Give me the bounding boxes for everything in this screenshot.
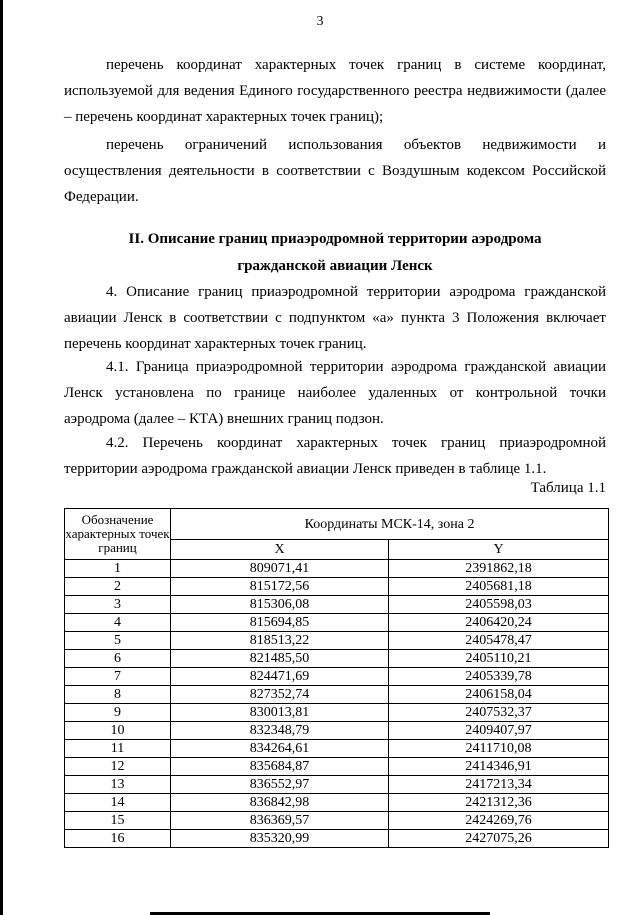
cell-point-number: 3 xyxy=(65,596,171,614)
cell-point-number: 10 xyxy=(65,722,171,740)
section-heading-line2: гражданской авиации Ленск xyxy=(237,258,433,274)
cell-point-number: 9 xyxy=(65,704,171,722)
cell-coordinate-x: 835320,99 xyxy=(171,830,389,848)
cell-coordinate-y: 2427075,26 xyxy=(389,830,609,848)
page-number: 3 xyxy=(316,14,324,29)
cell-coordinate-x: 834264,61 xyxy=(171,740,389,758)
cell-coordinate-x: 832348,79 xyxy=(171,722,389,740)
table-caption: Таблица 1.1 xyxy=(530,480,606,496)
table-row xyxy=(65,794,609,812)
cell-coordinate-x: 830013,81 xyxy=(171,704,389,722)
table-row xyxy=(65,812,609,830)
cell-point-number: 15 xyxy=(65,812,171,830)
cell-point-number: 4 xyxy=(65,614,171,632)
cell-coordinate-x: 836842,98 xyxy=(171,794,389,812)
cell-coordinate-y: 2405681,18 xyxy=(389,578,609,596)
cell-point-number: 2 xyxy=(65,578,171,596)
cell-coordinate-y: 2411710,08 xyxy=(389,740,609,758)
column-header-y: Y xyxy=(389,540,609,560)
cell-coordinate-x: 836552,97 xyxy=(171,776,389,794)
section-heading-line1: II. Описание границ приаэродромной территории аэродрома xyxy=(128,231,542,247)
cell-coordinate-y: 2409407,97 xyxy=(389,722,609,740)
cell-point-number: 12 xyxy=(65,758,171,776)
cell-coordinate-y: 2405598,03 xyxy=(389,596,609,614)
cell-coordinate-x: 835684,87 xyxy=(171,758,389,776)
cell-point-number: 7 xyxy=(65,668,171,686)
coordinates-table xyxy=(64,508,609,848)
table-row xyxy=(65,776,609,794)
table-row xyxy=(65,740,609,758)
cell-coordinate-y: 2406158,04 xyxy=(389,686,609,704)
table-row xyxy=(65,650,609,668)
paragraph-item-4-1: 4.1. Граница приаэродромной территории аэродрома гражданской авиации Ленск установлена по границе наиболее удаленных от контрольной точки аэродрома (далее – КТА) внешних границ подзон. xyxy=(64,359,606,427)
cell-coordinate-y: 2407532,37 xyxy=(389,704,609,722)
table-row xyxy=(65,668,609,686)
cell-coordinate-x: 815694,85 xyxy=(171,614,389,632)
table-row xyxy=(65,578,609,596)
table-row xyxy=(65,758,609,776)
paragraph-item-4: 4. Описание границ приаэродромной территории аэродрома гражданской авиации Ленск в соответствии с подпунктом «а» пункта 3 Положения включает перечень координат характерных точек границ. xyxy=(64,284,606,352)
cell-coordinate-y: 2391862,18 xyxy=(389,560,609,578)
table-row xyxy=(65,704,609,722)
paragraph-coordinates-list: перечень координат характерных точек границ в системе координат, используемой для ведения Единого государственного реестра недвижимости (далее – перечень координат характерных точек границ); xyxy=(64,57,606,125)
cell-point-number: 5 xyxy=(65,632,171,650)
table-row xyxy=(65,722,609,740)
cell-coordinate-x: 836369,57 xyxy=(171,812,389,830)
cell-point-number: 13 xyxy=(65,776,171,794)
table-row xyxy=(65,596,609,614)
cell-point-number: 14 xyxy=(65,794,171,812)
cell-point-number: 8 xyxy=(65,686,171,704)
cell-point-number: 11 xyxy=(65,740,171,758)
cell-point-number: 6 xyxy=(65,650,171,668)
cell-coordinate-x: 821485,50 xyxy=(171,650,389,668)
table-row xyxy=(65,632,609,650)
cell-coordinate-y: 2424269,76 xyxy=(389,812,609,830)
cell-point-number: 16 xyxy=(65,830,171,848)
scan-edge-left xyxy=(0,0,3,915)
cell-coordinate-y: 2405110,21 xyxy=(389,650,609,668)
paragraph-item-4-2: 4.2. Перечень координат характерных точек границ приаэродромной территории аэродрома гражданской авиации Ленск приведен в таблице 1.1. xyxy=(64,435,606,477)
cell-coordinate-y: 2405339,78 xyxy=(389,668,609,686)
coordinates-table-body xyxy=(65,560,609,848)
column-group-header-coordinates: Координаты МСК-14, зона 2 xyxy=(171,509,609,540)
cell-coordinate-x: 815172,56 xyxy=(171,578,389,596)
cell-coordinate-y: 2405478,47 xyxy=(389,632,609,650)
cell-coordinate-y: 2414346,91 xyxy=(389,758,609,776)
cell-coordinate-x: 818513,22 xyxy=(171,632,389,650)
cell-coordinate-x: 809071,41 xyxy=(171,560,389,578)
table-row xyxy=(65,686,609,704)
cell-coordinate-x: 827352,74 xyxy=(171,686,389,704)
cell-coordinate-y: 2417213,34 xyxy=(389,776,609,794)
table-row xyxy=(65,614,609,632)
cell-coordinate-x: 824471,69 xyxy=(171,668,389,686)
column-header-x: X xyxy=(171,540,389,560)
cell-coordinate-y: 2421312,36 xyxy=(389,794,609,812)
cell-coordinate-y: 2406420,24 xyxy=(389,614,609,632)
table-row xyxy=(65,560,609,578)
cell-coordinate-x: 815306,08 xyxy=(171,596,389,614)
paragraph-restrictions-list: перечень ограничений использования объектов недвижимости и осуществления деятельности в соответствии с Воздушным кодексом Российской Федерации. xyxy=(64,137,606,205)
column-header-point: Обозначение характерных точек границ xyxy=(65,509,171,560)
cell-point-number: 1 xyxy=(65,560,171,578)
table-row xyxy=(65,830,609,848)
